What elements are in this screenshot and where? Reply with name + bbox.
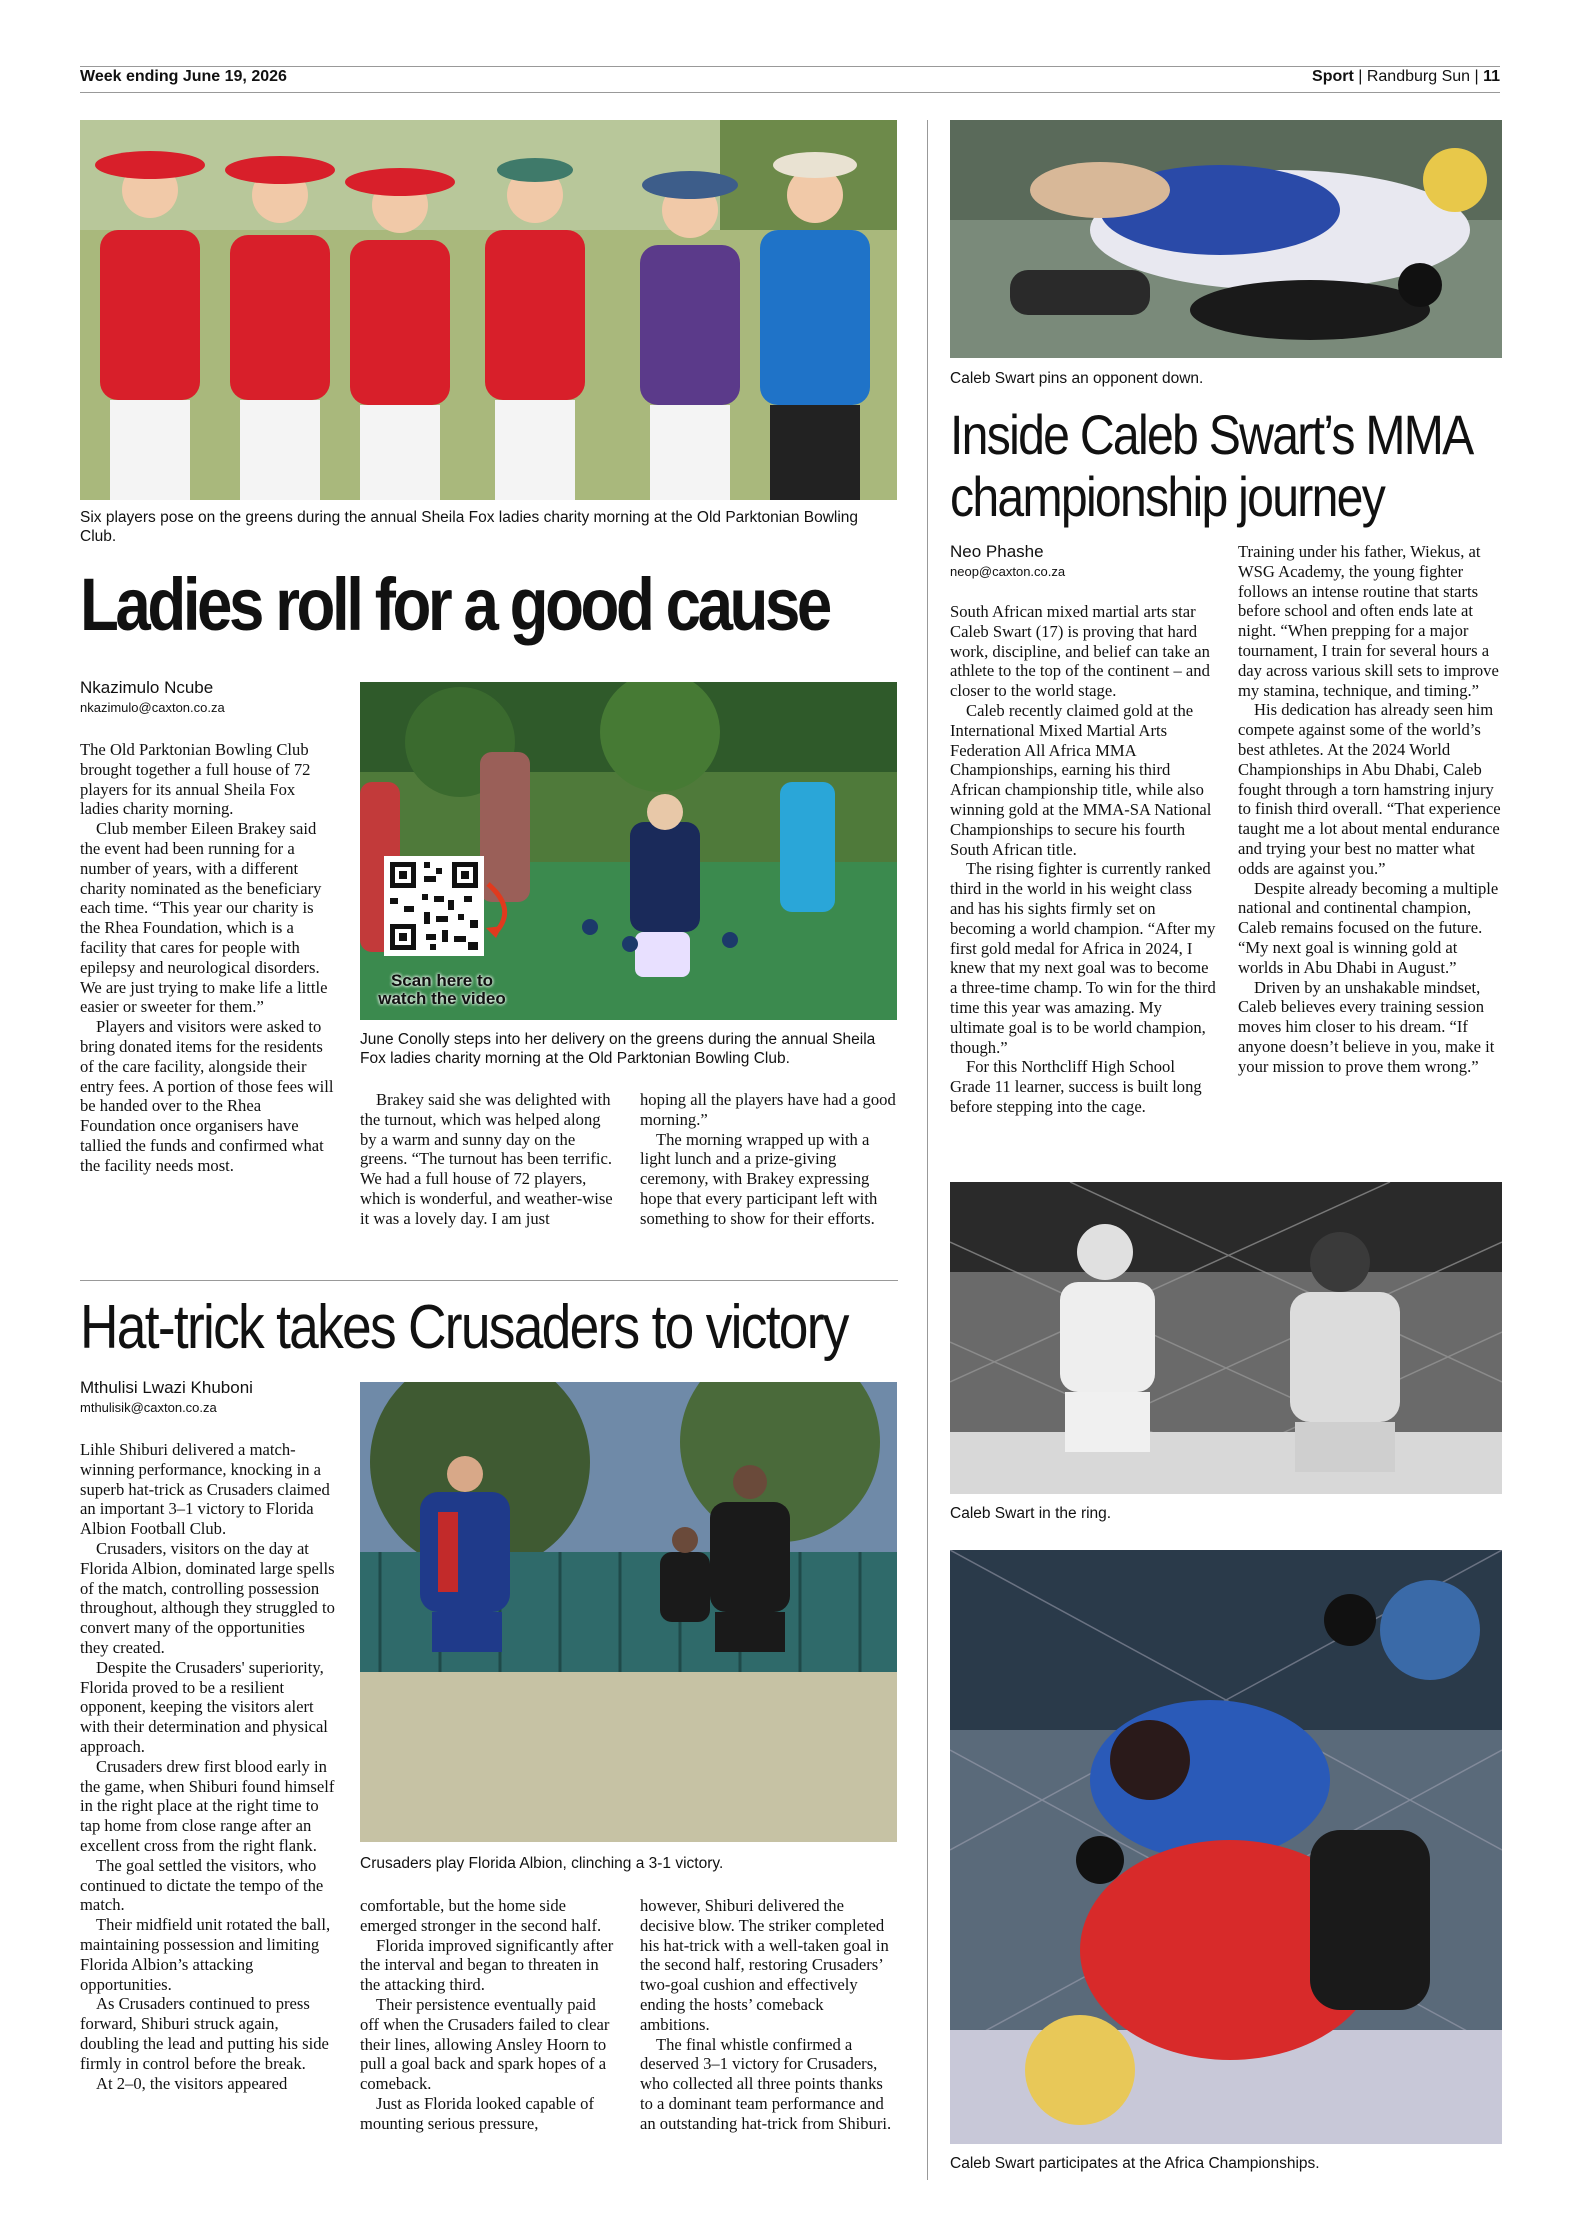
header-paper-name: Randburg Sun [1366, 68, 1471, 85]
story1-col3-para: hoping all the players have had a good morning.” [640, 1090, 896, 1129]
story1-email: nkazimulo@caxton.co.za [80, 700, 225, 715]
story3-col1-para: Caleb recently claimed gold at the International Mixed Martial Arts Federation All Africa MMA Championships, earning his third African championship title, while also winning gold at the MMA-SA National Championships to secure his fourth South African title. [950, 700, 1212, 859]
story1-column-3 [640, 1090, 897, 1229]
bowls-group-photo [80, 120, 897, 500]
header-page-number: 11 [1483, 68, 1500, 85]
story2-col3-para: however, Shiburi delivered the decisive blow. The striker completed his hat-trick with a well-taken goal in the second half, restoring Crusaders’ two-goal cushion and effectively ending the hosts’ comeback ambitions. [640, 1896, 889, 2034]
story1-column-2 [360, 1090, 615, 1229]
story2-col3-para: The final whistle confirmed a deserved 3–1 victory for Crusaders, who collected all three points thanks to a dominant team performance and an outstanding hat-trick from Shiburi. [640, 2034, 892, 2133]
column-divider [927, 120, 928, 2180]
story2-col1-para: As Crusaders continued to press forward, Shiburi struck again, doubling the lead and putting his side firmly in control before the break. [80, 1994, 329, 2073]
story1-headline: Ladies roll for a good cause [80, 563, 829, 646]
story3-col2-para: Despite already becoming a multiple national and continental champion, Caleb remains focused on the future. “My next goal is winning gold at worlds in Abu Dhabi in August.” [1238, 878, 1499, 977]
story3-col2-para: Training under his father, Wiekus, at WSG Academy, the young fighter follows an intense routine that starts before school and often ends late at night. “When prepping for a major tournament, I train for several hours a day across various skill sets to improve my stamina, technique, and timing.” [1238, 542, 1499, 700]
story1-col1-para: The Old Parktonian Bowling Club brought together a full house of 72 players for its annual Sheila Fox ladies charity morning. [80, 740, 311, 819]
qr-scan-label: Scan here to watch the video [378, 971, 506, 1008]
story1-col2-para: Brakey said she was delighted with the turnout, which was helped along by a warm and sunny day on the greens. “The turnout has been terrific. We had a full house of 72 players, which is wonderful, and weather-wise it was a lovely day. I am just [360, 1090, 613, 1228]
story1-author: Nkazimulo Ncube [80, 678, 214, 697]
story2-headline: Hat-trick takes Crusaders to victory [80, 1293, 848, 1362]
mma-africa-championships-caption: Caleb Swart participates at the Africa Championships. [950, 2155, 1320, 2172]
story3-col1-para: South African mixed martial arts star Caleb Swart (17) is proving that hard work, discipline, and belief can take an athlete to the top of the continent – and closer to the world stage. [950, 602, 1210, 701]
story1-col1-para: Players and visitors were asked to bring donated items for the residents of the care facility, alongside their entry fees. A portion of those fees will be handed over to the Rhea Foundation once organisers have tallied the funds and confirmed what the facility needs most. [80, 1017, 334, 1175]
story3-column-1 [950, 602, 1216, 1117]
story2-col1-para: The goal settled the visitors, who continued to dictate the tempo of the match. [80, 1855, 324, 1915]
qr-arrow-icon [484, 880, 518, 940]
story2-column-1 [80, 1440, 335, 2093]
story3-col2-para: His dedication has already seen him compete against some of the world’s best athletes. At the 2024 World Championships in Abu Dhabi, Caleb fought through a torn hamstring injury to finish third overall. “That experience taught me a lot about mental endurance and trying your best no matter what odds are against you.” [1238, 700, 1501, 878]
story2-col1-para: Lihle Shiburi delivered a match-winning performance, knocking in a superb hat-trick as Crusaders claimed an important 3–1 victory to Florida Albion Football Club. [80, 1440, 330, 1539]
story1-col3-para: The morning wrapped up with a light lunch and a prize-giving ceremony, with Brakey expressing hope that every participant left with something to show for their efforts. [640, 1129, 878, 1228]
header-section-name: Sport [1312, 68, 1354, 85]
story3-email: neop@caxton.co.za [950, 564, 1066, 579]
header-top-rule [80, 66, 1500, 67]
mma-africa-championships-photo [950, 1550, 1502, 2144]
story2-col1-para: Despite the Crusaders' superiority, Florida proved to be a resilient opponent, keeping the visitors alert with their determination and physical approach. [80, 1657, 328, 1756]
story3-col1-para: The rising fighter is currently ranked third in the world in his weight class and has his sights firmly set on becoming a world champion. “After my first gold medal for Africa in 2024, I knew that my next goal was to become a three-time champ. To win for the third time this year was amazing. My ultimate goal is to be world champion, though.” [950, 859, 1216, 1057]
story1-column-1 [80, 740, 335, 1176]
header-bottom-rule [80, 92, 1500, 93]
header-date: Week ending June 19, 2026 [80, 68, 287, 85]
story3-headline: Inside Caleb Swart’s MMA championship journey [950, 403, 1470, 528]
story2-column-2 [360, 1896, 615, 2134]
story2-column-3 [640, 1896, 897, 2134]
story2-col2-para: Their persistence eventually paid off when the Crusaders failed to clear their lines, allowing Ansley Hoorn to pull a goal back and spark hopes of a comeback. [360, 1994, 610, 2094]
story2-col2-para: Just as Florida looked capable of mounting serious pressure, [360, 2093, 594, 2133]
story3-column-2 [1238, 542, 1502, 1077]
mma-ring-caption: Caleb Swart in the ring. [950, 1505, 1112, 1522]
story2-col2-para: comfortable, but the home side emerged stronger in the second half. [360, 1896, 602, 1935]
story2-author: Mthulisi Lwazi Khuboni [80, 1378, 253, 1397]
story2-email: mthulisik@caxton.co.za [80, 1400, 217, 1415]
story1-col1-para: Club member Eileen Brakey said the event had been running for a number of years, with a different charity nominated as the beneficiary each time. “This year our charity is the Rhea Foundation, which is a facility that cares for people with epilepsy and neurological disorders. We are just trying to make life a little easier or sweeter for them.” [80, 819, 328, 1017]
mma-pin-caption: Caleb Swart pins an opponent down. [950, 370, 1204, 387]
story2-col1-para: Crusaders, visitors on the day at Florida Albion, dominated large spells of the match, controlling possession throughout, although they struggled to convert many of the opportunities they created. [80, 1538, 335, 1657]
story3-author: Neo Phashe [950, 542, 1044, 561]
header-section: Sport | Randburg Sun | 11 [1312, 68, 1500, 85]
qr-code-icon[interactable] [384, 856, 484, 956]
story2-col1-para: Their midfield unit rotated the ball, maintaining possession and limiting Florida Albion’s attacking opportunities. [80, 1915, 331, 1994]
story2-col1-para: Crusaders drew first blood early in the game, when Shiburi found himself in the right place at the right time to tap home from close range after an excellent cross from the right flank. [80, 1756, 335, 1855]
bowler-delivery-caption: June Conolly steps into her delivery on the greens during the annual Sheila Fox ladies charity morning at the Old Parktonian Bowling Club. [360, 1031, 876, 1067]
football-match-photo [360, 1382, 897, 1842]
mma-ring-photo [950, 1182, 1502, 1494]
bowls-group-caption: Six players pose on the greens during the annual Sheila Fox ladies charity morning at the Old Parktonian Bowling Club. [80, 509, 859, 545]
story3-col1-para: For this Northcliff High School Grade 11 learner, success is built long before stepping into the cage. [950, 1057, 1202, 1116]
mma-pin-photo [950, 120, 1502, 358]
football-match-caption: Crusaders play Florida Albion, clinching a 3-1 victory. [360, 1855, 724, 1872]
story2-col2-para: Florida improved significantly after the interval and began to threaten in the attacking third. [360, 1935, 614, 1995]
story-divider [80, 1280, 898, 1281]
story3-col2-para: Driven by an unshakable mindset, Caleb believes every training session moves him closer to his dream. “If anyone doesn’t believe in you, make it your mission to prove them wrong.” [1238, 977, 1495, 1076]
bowler-delivery-photo [360, 682, 897, 1020]
story2-col1-para: At 2–0, the visitors appeared [96, 2073, 288, 2093]
